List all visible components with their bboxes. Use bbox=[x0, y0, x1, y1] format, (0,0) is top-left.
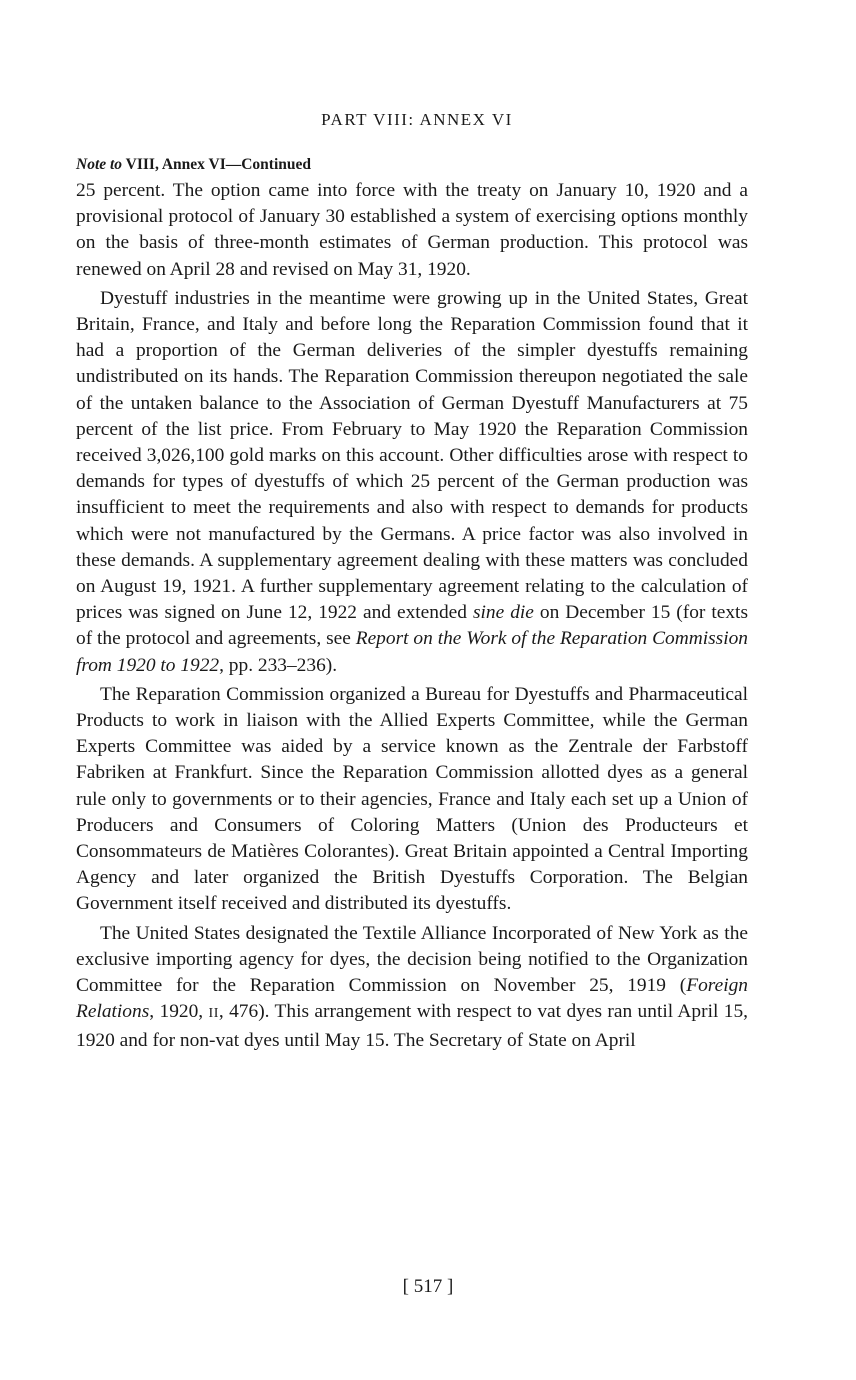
paragraph-2-text-e: , pp. 233–236). bbox=[219, 654, 338, 676]
paragraph-4-text-c: , 1920, bbox=[149, 1001, 209, 1023]
note-heading bbox=[76, 156, 748, 174]
note-heading-prefix: Note to bbox=[76, 156, 123, 173]
paragraph-2-text-c: on December 15 (for texts of the protocol and agreements, see bbox=[76, 602, 748, 650]
document-page bbox=[76, 110, 748, 1057]
paragraph-3: The Reparation Commission organized a Bureau for Dyestuffs and Pharmaceutical Products to work in liaison with the Allied Experts Committee, while the German Experts Committee was aided by a service known as the Zentrale der Farbstoff Fabriken at Frankfurt. Since the Reparation Commission allotted dyes as a general rule only to governments or to their agencies, France and Italy each set up a Union of Producers and Consumers of Coloring Matters (Union des Producteurs et Consommateurs de Matières Colorantes). Great Britain appointed a Central Importing Agency and later organized the British Dyestuffs Corporation. The Belgian Government itself received and distributed its dyestuffs. bbox=[76, 683, 748, 915]
paragraph-2 bbox=[76, 286, 748, 679]
paragraph-2-citation-title: Report on the Work of the Reparation Commission from 1920 to 1922 bbox=[76, 628, 748, 676]
paragraph-4-text-a: The United States designated the Textile Alliance Incorporated of New York as the exclusive importing agency for dyes, the decision being notified to the Organization Committee for the Reparation Commission on November 25, 1919 ( bbox=[76, 922, 748, 997]
paragraph-2-italic-phrase: sine die bbox=[472, 602, 534, 624]
paragraph-4-volume-numeral: II bbox=[208, 1006, 219, 1022]
running-head: PART VIII: ANNEX VI bbox=[321, 110, 513, 129]
paragraph-2-text-a: Dyestuff industries in the meantime were growing up in the United States, Great Britain, France, and Italy and before long the Reparation Commission found that it had a proportion of the German deliveries of the simpler dyestuffs remaining undistributed on its hands. The Reparation Commission thereupon negotiated the sale of the untaken balance to the Association of German Dyestuff Manufacturers at 75 percent of the list price. From February to May 1920 the Reparation Commission received 3,026,100 gold marks on this account. Other difficulties arose with respect to demands for types of dyestuffs of which 25 percent of the German production was insufficient to meet the requirements and also with respect to demands for products which were not manufactured by the Germans. A price factor was also involved in these demands. A supplementary agreement dealing with these matters was concluded on August 19, 1921. A further supplementary agreement relating to the calculation of prices was signed on June 12, 1922 and extended bbox=[76, 287, 748, 624]
body-text bbox=[76, 178, 748, 1054]
note-heading-title: VIII, Annex VI—Continued bbox=[125, 156, 312, 173]
paragraph-1: 25 percent. The option came into force with the treaty on January 10, 1920 and a provisional protocol of January 30 established a system of exercising options monthly on the basis of three-month estimates of German production. This protocol was renewed on April 28 and revised on May 31, 1920. bbox=[76, 180, 748, 280]
paragraph-4-text-e: , 476). This arrangement with respect to vat dyes ran until April 15, 1920 and for non-vat dyes until May 15. The Secretary of State on April bbox=[76, 1001, 748, 1051]
page-number: [ 517 ] bbox=[402, 1276, 454, 1297]
paragraph-4-citation-title: Foreign Relations bbox=[76, 975, 748, 1023]
paragraph-4 bbox=[76, 921, 748, 1054]
